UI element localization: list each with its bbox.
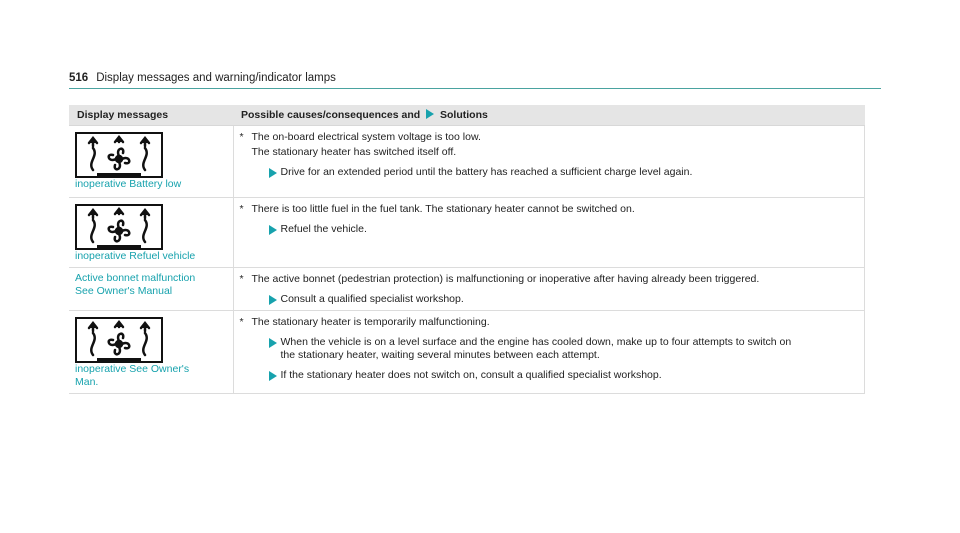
solution-item: Drive for an extended period until the battery has reached a sufficient charge level again. (240, 166, 859, 179)
display-message-text: Active bonnet malfunction (75, 272, 196, 284)
play-arrow-icon (269, 338, 277, 348)
page-header (69, 71, 881, 85)
cause-text: * The on-board electrical system voltage is too low. (239, 131, 481, 143)
table-row (69, 268, 865, 311)
table-row (69, 198, 865, 268)
solution-item: If the stationary heater does not switch on, consult a qualified specialist workshop. (240, 369, 859, 382)
causes-cell (233, 126, 865, 198)
solution-item: Refuel the vehicle. (240, 223, 859, 236)
display-cell (69, 311, 233, 394)
display-messages-table (69, 105, 865, 394)
page-number: 516 (69, 72, 89, 84)
display-cell (69, 268, 233, 311)
solution-item: Consult a qualified specialist workshop. (240, 293, 859, 306)
column-header-display: Display messages (69, 105, 233, 126)
causes-cell (233, 311, 865, 394)
causes-cell (233, 268, 865, 311)
play-arrow-icon (269, 168, 277, 178)
display-message-text: inoperative Battery low (75, 178, 182, 190)
cause-text: * The stationary heater is temporarily malfunctioning. (239, 316, 490, 328)
cause-text: The stationary heater has switched itself off. (251, 146, 457, 158)
stationary-heater-icon (75, 204, 163, 250)
solution-item: When the vehicle is on a level surface and the engine has cooled down, make up to four attempts to switch on the stationary heater, waiting several minutes between each attempt. (240, 336, 859, 362)
header-divider (69, 88, 881, 89)
display-cell (69, 198, 233, 268)
play-arrow-icon (426, 109, 434, 119)
display-message-text: inoperative See Owner's (75, 363, 190, 375)
table-header-row (69, 105, 865, 126)
stationary-heater-icon (75, 317, 163, 363)
solutions-header-label: Solutions (440, 109, 488, 121)
page-title: Display messages and warning/indicator lamps (96, 72, 336, 84)
display-message-text: Man. (75, 376, 99, 388)
cause-text: * The active bonnet (pedestrian protection) is malfunctioning or inoperative after having already been triggered. (239, 273, 760, 285)
display-cell (69, 126, 233, 198)
display-message-text: See Owner's Manual (75, 285, 173, 297)
causes-header-label: Possible causes/consequences and (241, 109, 421, 121)
table-row (69, 311, 865, 394)
play-arrow-icon (269, 371, 277, 381)
stationary-heater-icon (75, 132, 163, 178)
causes-cell (233, 198, 865, 268)
play-arrow-icon (269, 225, 277, 235)
column-header-causes-solutions (233, 105, 865, 126)
display-message-text: inoperative Refuel vehicle (75, 250, 196, 262)
play-arrow-icon (269, 295, 277, 305)
cause-text: * There is too little fuel in the fuel tank. The stationary heater cannot be switched on. (239, 203, 635, 215)
table-row (69, 126, 865, 198)
